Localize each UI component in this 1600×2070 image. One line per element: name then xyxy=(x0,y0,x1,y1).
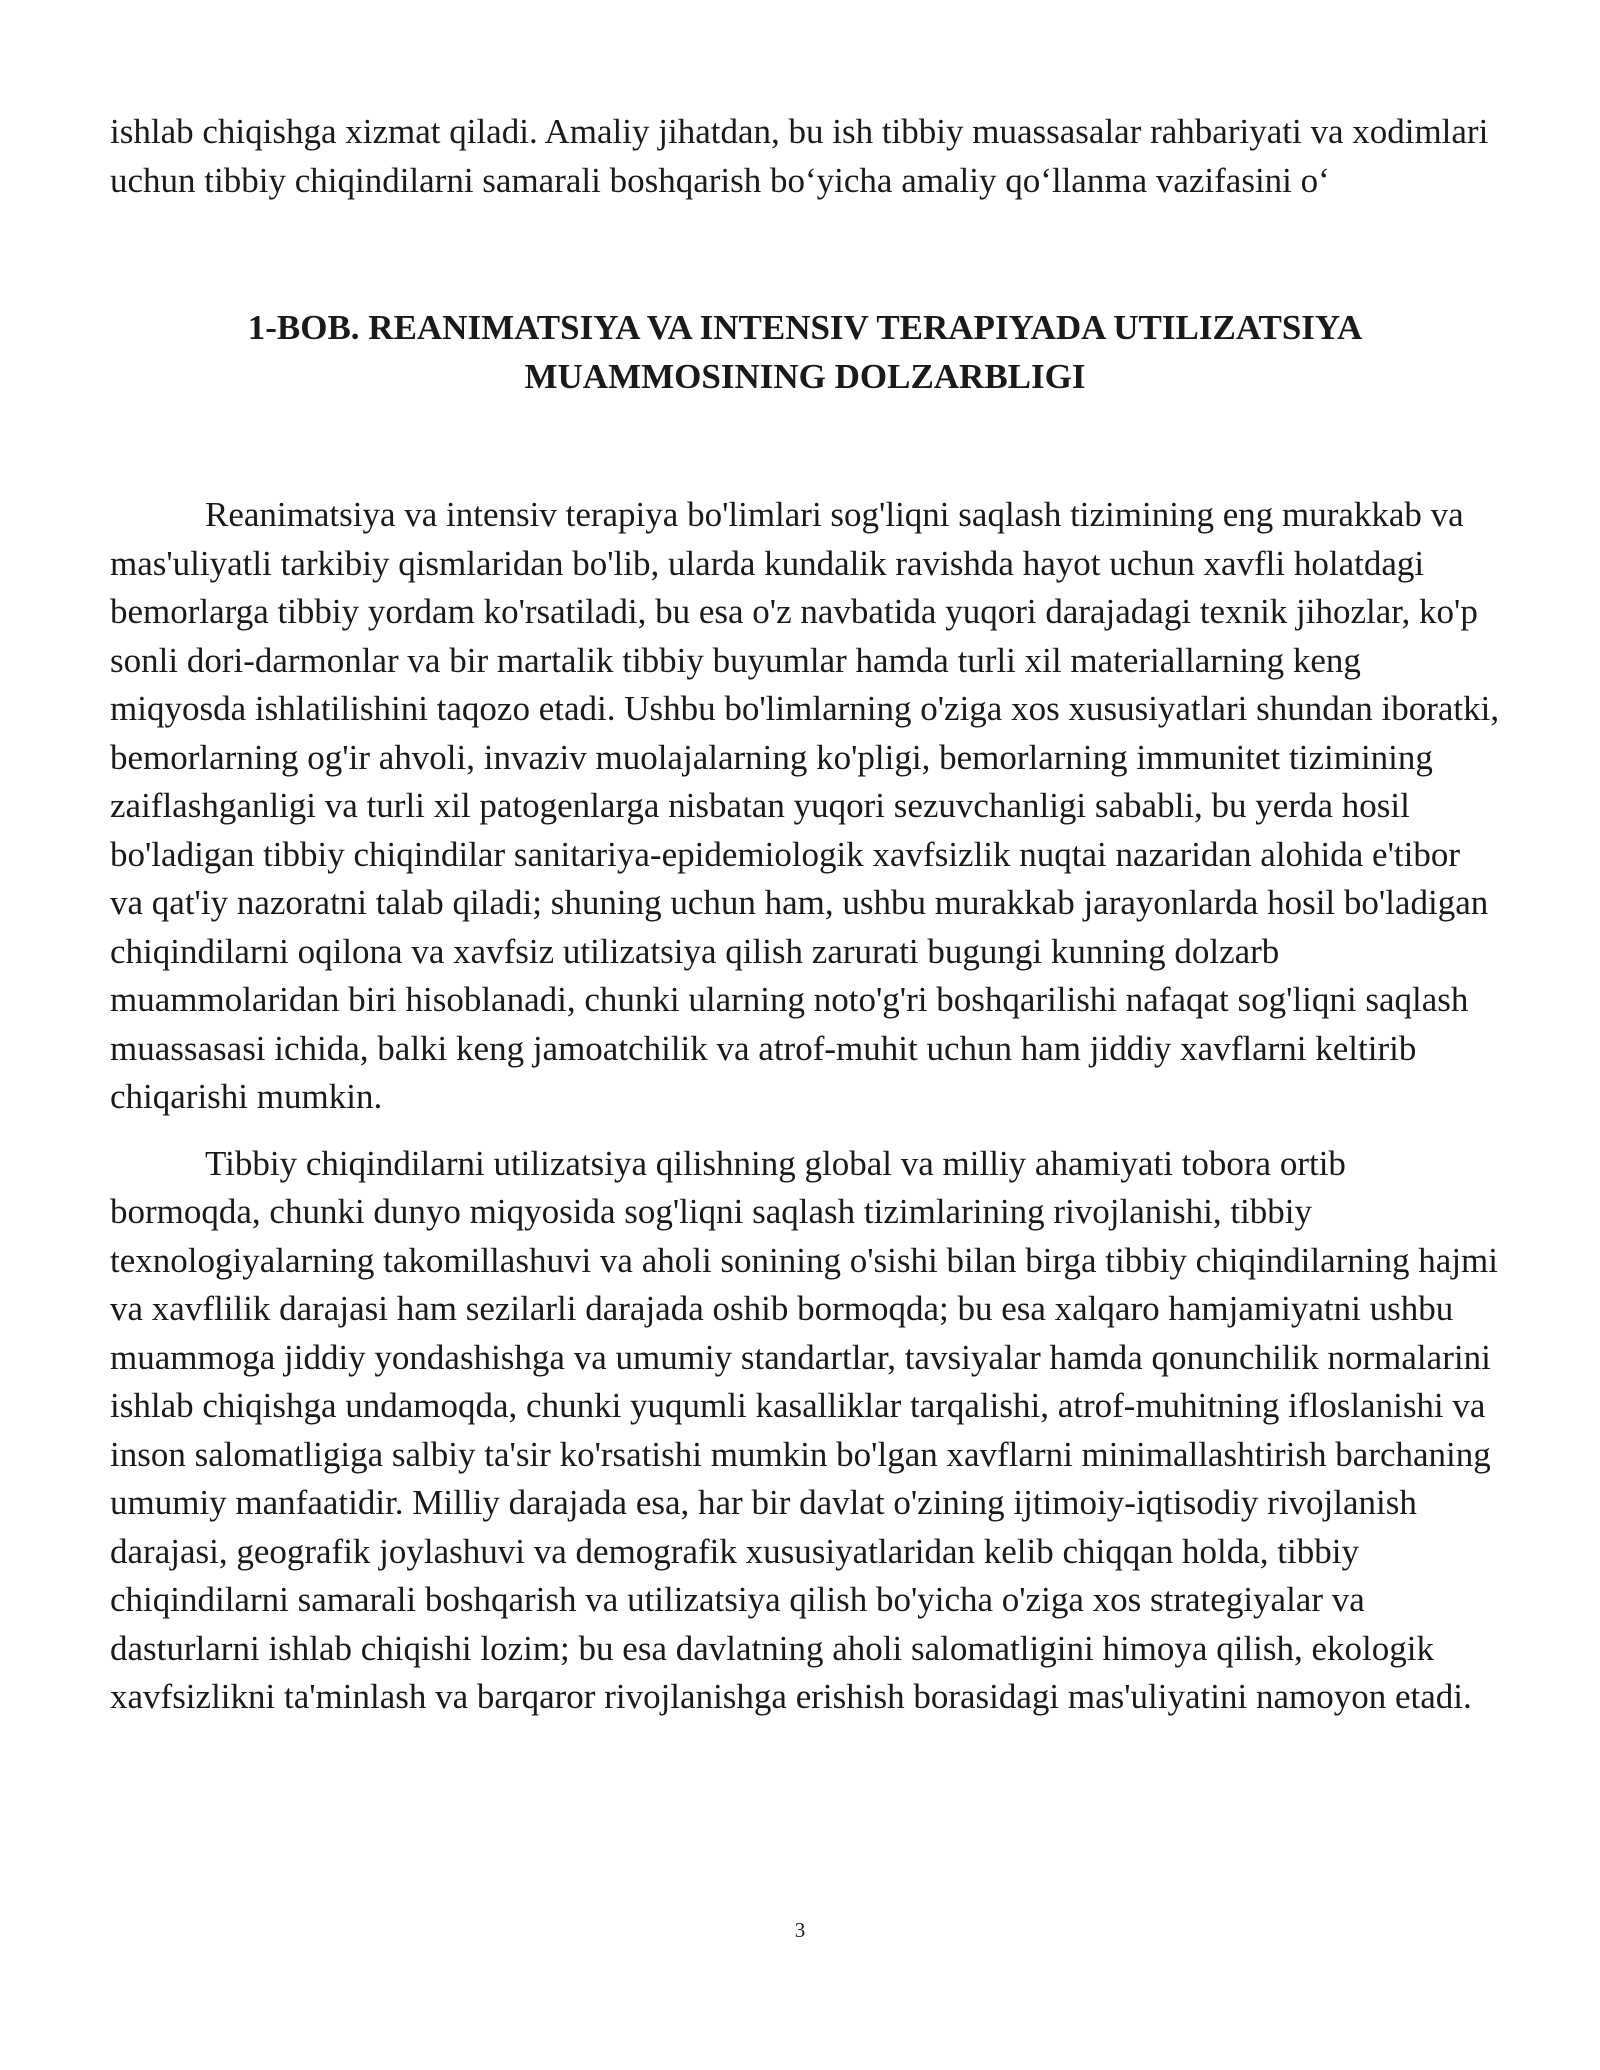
page-number: 3 xyxy=(794,1918,806,1942)
chapter-heading-line-1: 1-BOB. REANIMATSIYA VA INTENSIV TERAPIYADA UTILIZATSIYA xyxy=(247,308,1363,347)
chapter-heading-line-2: MUAMMOSINING DOLZARBLIGI xyxy=(524,357,1086,396)
intro-paragraph: ishlab chiqishga xizmat qiladi. Amaliy jihatdan, bu ish tibbiy muassasalar rahbariyati va xodimlari uchun tibbiy chiqindilarni samarali boshqarish bo‘yicha amaliy qo‘llanma vazifasini o‘ xyxy=(110,112,1489,200)
chapter-heading xyxy=(110,303,1500,401)
page-content xyxy=(110,108,1500,1722)
body-paragraph-2: Tibbiy chiqindilarni utilizatsiya qilishning global va milliy ahamiyati tobora ortib bormoqda, chunki dunyo miqyosida sog'liqni saqlash tizimlarining rivojlanishi, tibbiy texnologiyalarning takomillashuvi va aholi sonining o'sishi bilan birga tibbiy chiqindilarning hajmi va xavflilik darajasi ham sezilarli darajada oshib bormoqda; bu esa xalqaro hamjamiyatni ushbu muammoga jiddiy yondashishga va umumiy standartlar, tavsiyalar hamda qonunchilik normalarini ishlab chiqishga undamoqda, chunki yuqumli kasalliklar tarqalishi, atrof-muhitning ifloslanishi va inson salomatligiga salbiy ta'sir ko'rsatishi mumkin bo'lgan xavflarni minimallashtirish barchaning umumiy manfaatidir. Milliy darajada esa, har bir davlat o'zining ijtimoiy-iqtisodiy rivojlanish darajasi, geografik joylashuvi va demografik xususiyatlaridan kelib chiqqan holda, tibbiy chiqindilarni samarali boshqarish va utilizatsiya qilish bo'yicha o'ziga xos strategiyalar va dasturlarni ishlab chiqishi lozim; bu esa davlatning aholi salomatligini himoya qilish, ekologik xavfsizlikni ta'minlash va barqaror rivojlanishga erishish borasidagi mas'uliyatini namoyon etadi. xyxy=(110,1143,1498,1716)
body-paragraph-1: Reanimatsiya va intensiv terapiya bo'limlari sog'liqni saqlash tizimining eng murakkab va mas'uliyatli tarkibiy qismlaridan bo'lib, ularda kundalik ravishda hayot uchun xavfli holatdagi bemorlarga tibbiy yordam ko'rsatiladi, bu esa o'z navbatida yuqori darajadagi texnik jihozlar, ko'p sonli dori-darmonlar va bir martalik tibbiy buyumlar hamda turli xil materiallarning keng miqyosda ishlatilishini taqozo etadi. Ushbu bo'limlarning o'ziga xos xususiyatlari shundan iboratki, bemorlarning og'ir ahvoli, invaziv muolajalarning ko'pligi, bemorlarning immunitet tizimining zaiflashganligi va turli xil patogenlarga nisbatan yuqori sezuvchanligi sababli, bu yerda hosil bo'ladigan tibbiy chiqindilar sanitariya-epidemiologik xavfsizlik nuqtai nazaridan alohida e'tibor va qat'iy nazoratni talab qiladi; shuning uchun ham, ushbu murakkab jarayonlarda hosil bo'ladigan chiqindilarni oqilona va xavfsiz utilizatsiya qilish zarurati bugungi kunning dolzarb muammolaridan biri hisoblanadi, chunki ularning noto'g'ri boshqarilishi nafaqat sog'liqni saqlash muassasasi ichida, balki keng jamoatchilik va atrof-muhit uchun ham jiddiy xavflarni keltirib chiqarishi mumkin. xyxy=(110,495,1500,1116)
paragraph-spacer xyxy=(110,1122,1500,1140)
